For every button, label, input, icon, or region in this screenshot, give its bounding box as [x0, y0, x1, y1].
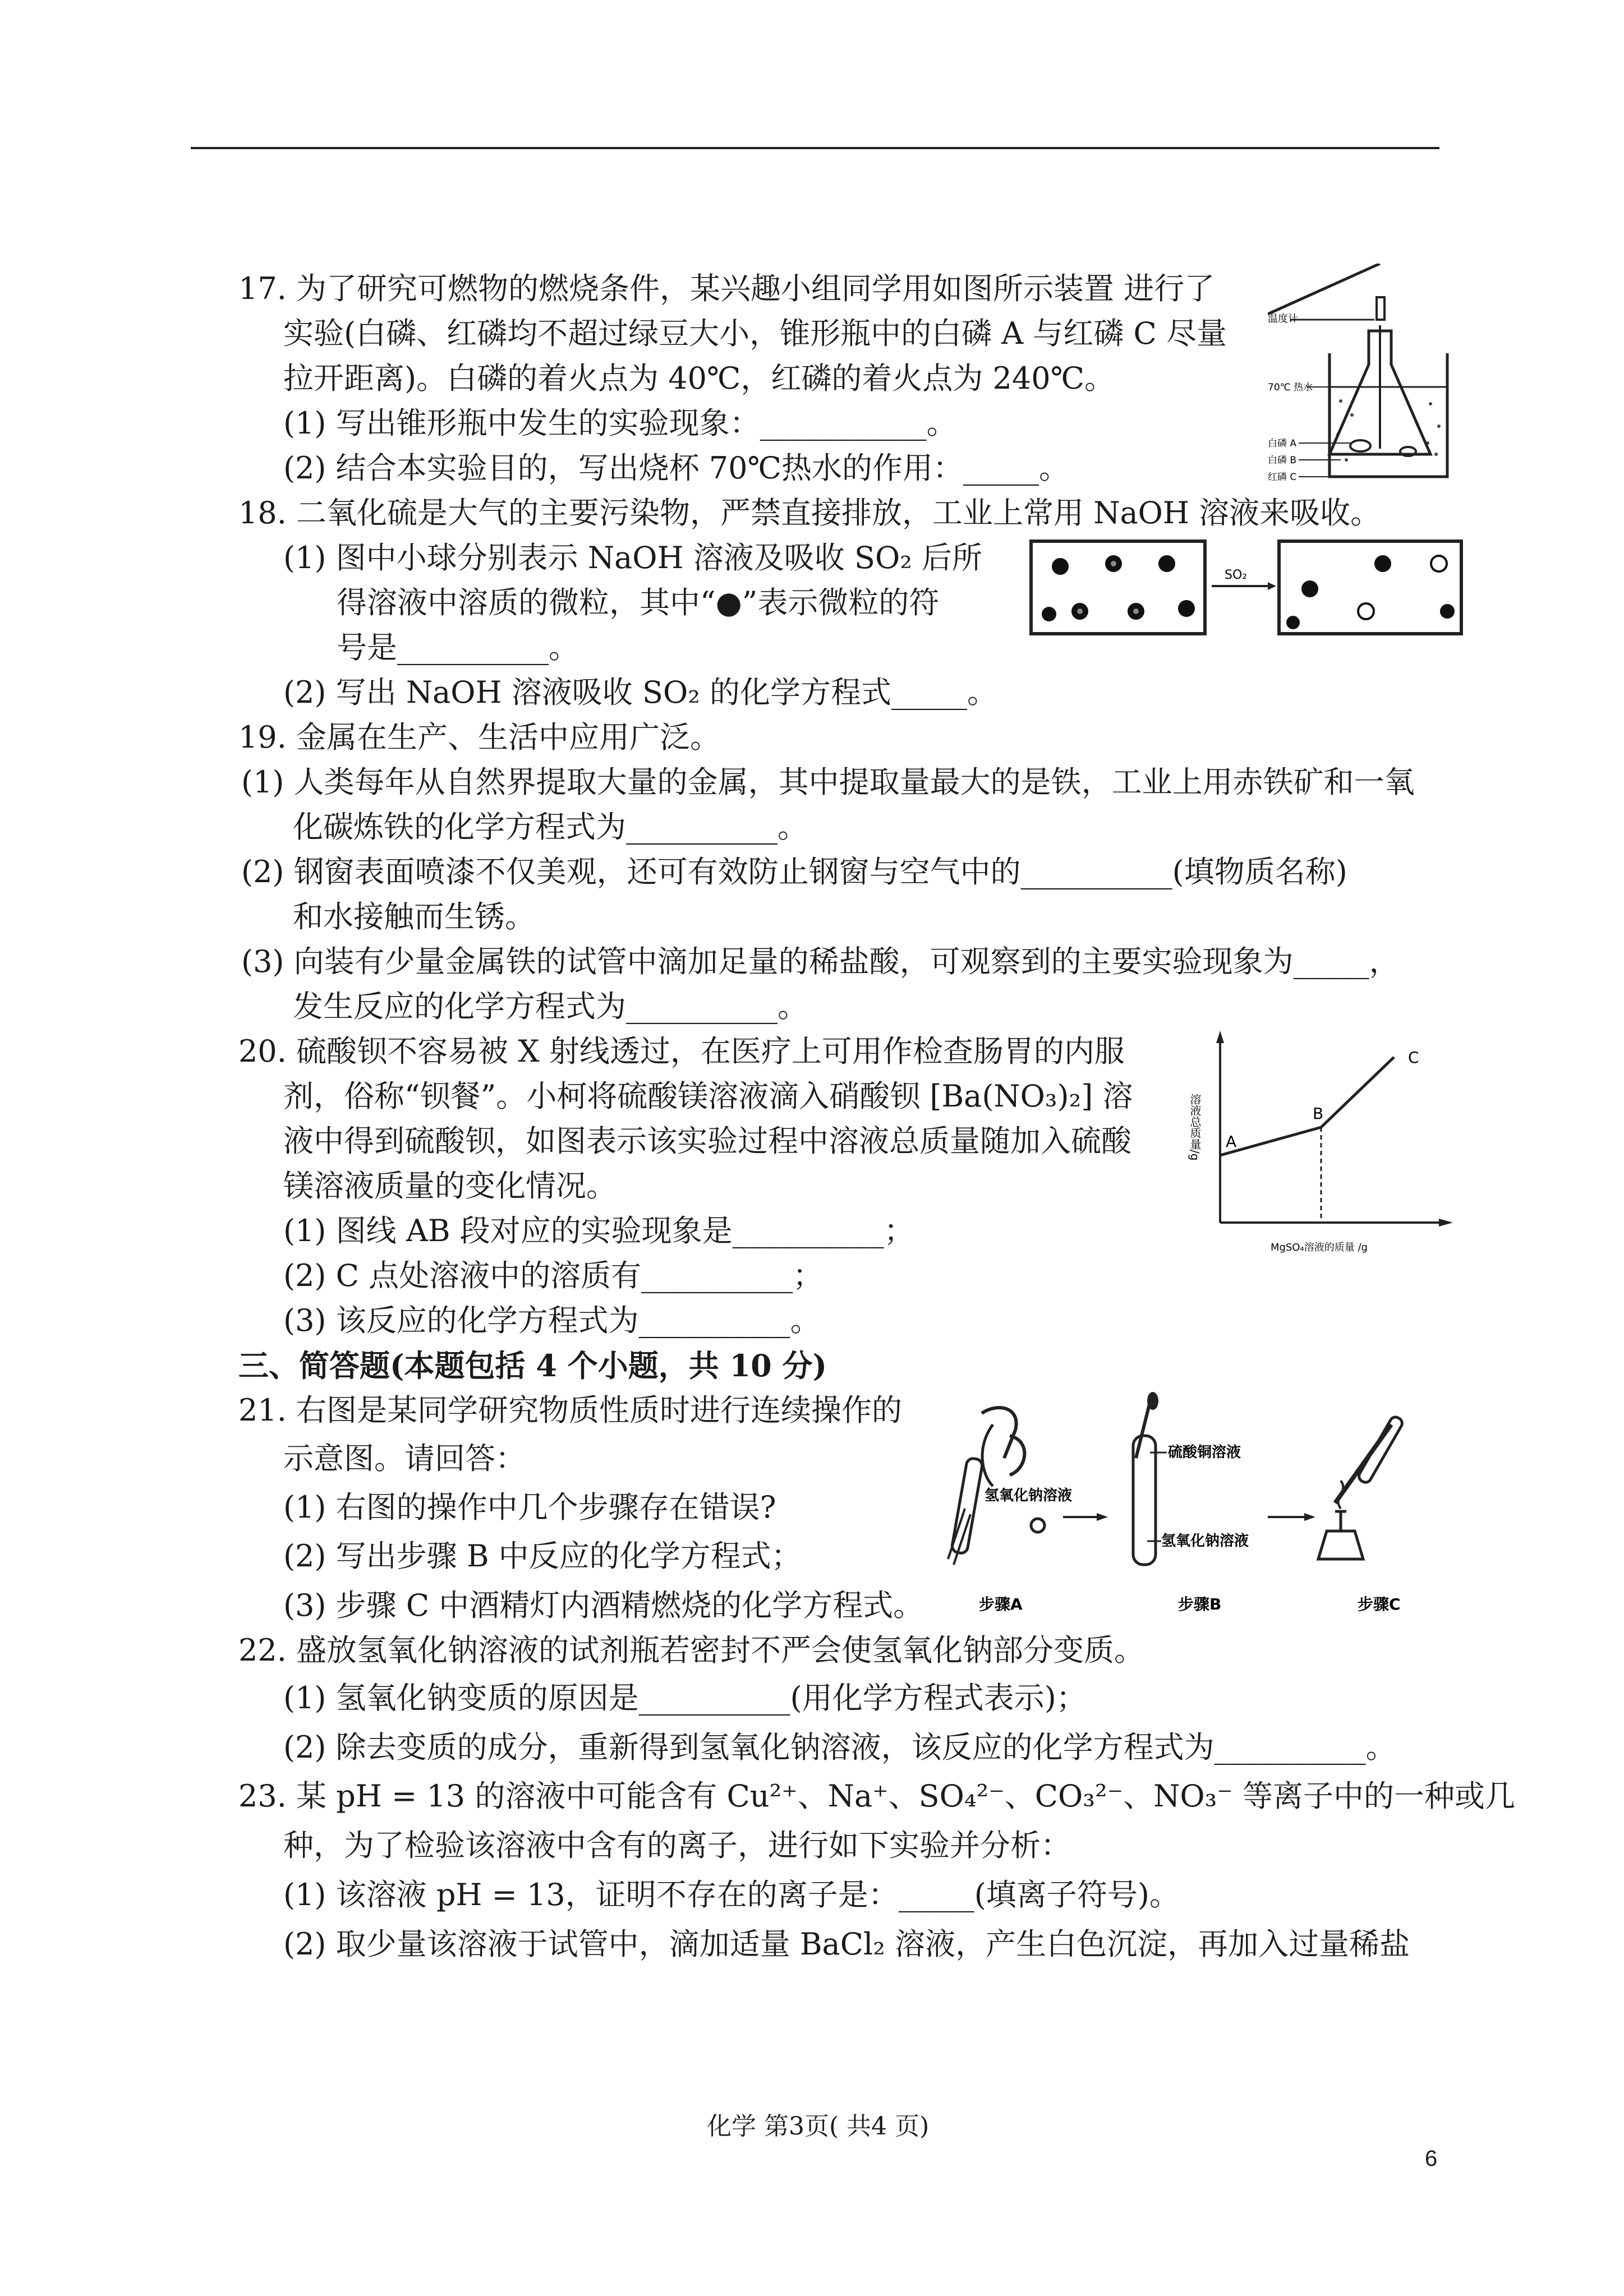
q20-line-2: 剂，俗称“钡餐”。小柯将硫酸镁溶液滴入硝酸钡 [Ba(NO₃)₂] 溶	[283, 1078, 1133, 1114]
x-axis-label: MgSO₄溶液的质量 /g	[1271, 1242, 1368, 1253]
q20-part-3: (3) 该反应的化学方程式为__________。	[283, 1303, 821, 1338]
combustion-apparatus-figure	[1268, 264, 1464, 488]
q21-line-1: 21. 右图是某同学研究物质性质时进行连续操作的	[238, 1393, 903, 1428]
q20-line-3: 液中得到硫酸钡，如图表示该实验过程中溶液总质量随加入硫酸	[283, 1123, 1131, 1159]
q19-part-1: (1) 人类每年从自然界提取大量的金属，其中提取量最大的是铁，工业上用赤铁矿和一氧	[241, 764, 1415, 800]
q18-part-1: (1) 图中小球分别表示 NaOH 溶液及吸收 SO₂ 后所	[283, 540, 983, 575]
so2-arrow-label: SO₂	[1225, 568, 1248, 582]
q20-line-1: 20. 硫酸钡不容易被 X 射线透过，在医疗上可用作检查肠胃的内服	[238, 1034, 1125, 1069]
particle-diagram-figure	[1029, 538, 1467, 639]
step-a-reagent-label: 氢氧化钠溶液	[984, 1487, 1073, 1504]
step-c-label: 步骤C	[1358, 1595, 1401, 1613]
q19-part-3-line-2: 发生反应的化学方程式为__________。	[293, 989, 808, 1024]
q19-line-1: 19. 金属在生产、生活中应用广泛。	[238, 720, 721, 755]
q22-part-2: (2) 除去变质的成分，重新得到氢氧化钠溶液，该反应的化学方程式为__________。	[283, 1730, 1396, 1765]
q17-part-1: (1) 写出锥形瓶中发生的实验现象：___________。	[283, 405, 957, 441]
step-a-label: 步骤A	[979, 1595, 1023, 1613]
q19-part-2-line-2: 和水接触而生锈。	[293, 899, 535, 934]
q20-line-4: 镁溶液质量的变化情况。	[283, 1168, 617, 1204]
step-b-top-reagent-label: 硫酸铜溶液	[1168, 1444, 1241, 1461]
step-b-bottom-reagent-label: 氢氧化钠溶液	[1161, 1533, 1249, 1550]
q18-line-1: 18. 二氧化硫是大气的主要污染物，严禁直接排放，工业上常用 NaOH 溶液来吸收。	[238, 495, 1381, 531]
hot-water-label: 70℃ 热水	[1268, 382, 1313, 393]
q18-part-2: (2) 写出 NaOH 溶液吸收 SO₂ 的化学方程式_____。	[283, 675, 998, 710]
q23-line-1: 23. 某 pH = 13 的溶液中可能含有 Cu²⁺、Na⁺、SO₄²⁻、CO₃²⁻、NO₃⁻ 等离子中的一种或几	[238, 1778, 1515, 1814]
q20-part-2: (2) C 点处溶液中的溶质有__________；	[283, 1258, 823, 1293]
q23-part-2: (2) 取少量该溶液于试管中，滴加适量 BaCl₂ 溶液，产生白色沉淀，再加入过量稀盐	[283, 1926, 1410, 1962]
q21-line-2: 示意图。请回答：	[283, 1441, 526, 1476]
q20-part-1: (1) 图线 AB 段对应的实验现象是__________；	[283, 1213, 914, 1248]
q17-line-1: 17. 为了研究可燃物的燃烧条件，某兴趣小组同学用如图所示装置 进行了	[238, 271, 1215, 306]
white-phosphorus-b-label: 白磷 B	[1268, 455, 1297, 466]
section-3-heading: 三、简答题(本题包括 4 个小题，共 10 分)	[238, 1348, 827, 1384]
mass-change-graph	[1186, 1026, 1478, 1262]
page-footer: 化学 第3页( 共4 页)	[707, 2112, 930, 2141]
q22-part-1: (1) 氢氧化钠变质的原因是__________(用化学方程式表示)；	[283, 1680, 1087, 1716]
q18-part-1-line-3: 号是__________。	[337, 630, 579, 665]
q17-line-2: 实验(白磷、红磷均不超过绿豆大小，锥形瓶中的白磷 A 与红磷 C 尽量	[283, 316, 1227, 351]
q23-part-1: (1) 该溶液 pH = 13，证明不存在的离子是：_____(填离子符号)。	[283, 1877, 1180, 1912]
header-rule	[191, 147, 1439, 149]
point-c-label: C	[1408, 1048, 1419, 1067]
q18-part-1-line-2: 得溶液中溶质的微粒，其中“●”表示微粒的符	[337, 585, 940, 620]
thermometer-label: 温度计	[1268, 313, 1298, 325]
q21-part-2: (2) 写出步骤 B 中反应的化学方程式；	[283, 1538, 802, 1574]
white-phosphorus-a-label: 白磷 A	[1268, 438, 1297, 449]
q22-line-1: 22. 盛放氢氧化钠溶液的试剂瓶若密封不严会使氢氧化钠部分变质。	[238, 1633, 1145, 1668]
q19-part-2: (2) 钢窗表面喷漆不仅美观，还可有效防止钢窗与空气中的__________(填物质名称)	[241, 854, 1347, 889]
q17-line-3: 拉开距离)。白磷的着火点为 40℃，红磷的着火点为 240℃。	[283, 361, 1115, 396]
page-number: 6	[1425, 2146, 1438, 2171]
q23-line-2: 种，为了检验该溶液中含有的离子，进行如下实验并分析：	[283, 1828, 1071, 1863]
q21-part-1: (1) 右图的操作中几个步骤存在错误?	[283, 1490, 776, 1525]
point-a-label: A	[1226, 1132, 1237, 1151]
y-axis-label: 溶液总质量/g	[1188, 1094, 1202, 1161]
q21-part-3: (3) 步骤 C 中酒精灯内酒精燃烧的化学方程式。	[283, 1588, 924, 1623]
step-b-label: 步骤B	[1178, 1595, 1222, 1613]
operation-steps-figure	[926, 1391, 1459, 1626]
point-b-label: B	[1313, 1104, 1324, 1123]
q17-part-2: (2) 结合本实验目的，写出烧杯 70℃热水的作用：_____。	[283, 450, 1069, 486]
red-phosphorus-c-label: 红磷 C	[1268, 472, 1297, 483]
q19-part-3: (3) 向装有少量金属铁的试管中滴加足量的稀盐酸，可观察到的主要实验现象为_____，	[241, 944, 1400, 979]
q19-part-1-line-2: 化碳炼铁的化学方程式为__________。	[293, 809, 808, 845]
